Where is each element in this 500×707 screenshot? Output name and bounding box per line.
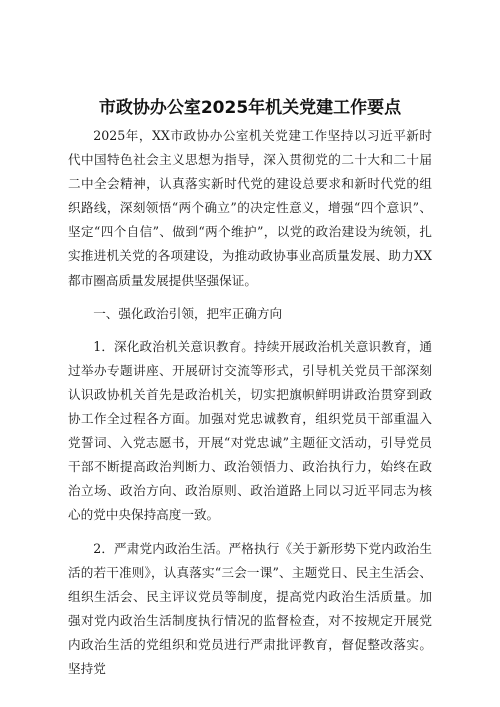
item-paragraph-2: 2．严肃党内政治生活。严格执行《关于新形势下党内政治生活的若干准则》，认真落实“三会一课”、主题党日、民主生活会、组织生活会、民主评议党员等制度，提高党内政治生活质量。加强对党内政治生活制度执行情况的监督检查，对不按规定开展党内政治生活的党组织和党员进行严肃批评教育，督促整改落实。坚持党 (68, 540, 432, 676)
item-paragraph-1: 1．深化政治机关意识教育。持续开展政治机关意识教育，通过举办专题讲座、开展研讨交流等形式，引导机关党员干部深刻认识政协机关首先是政治机关，切实把旗帜鲜明讲政治贯穿到政协工作全过程各方面。加强对党忠诚教育，组织党员干部重温入党誓词、入党志愿书，开展“对党忠诚”主题征文活动，引导党员干部不断提高政治判断力、政治领悟力、政治执行力，始终在政治立场、政治方向、政治原则、政治道路上同以习近平同志为核心的党中央保持高度一致。 (68, 338, 432, 523)
document-title: 市政协办公室2025年机关党建工作要点 (98, 98, 402, 118)
section-heading: 一、强化政治引领，把牢正确方向 (93, 305, 283, 321)
intro-paragraph: 2025年，XX市政协办公室机关党建工作坚持以习近平新时代中国特色社会主义思想为指导，深入贯彻党的二十大和二十届二中全会精神，认真落实新时代党的建设总要求和新时代党的组织路线，深刻领悟“两个确立”的决定性意义，增强“四个意识”、坚定“四个自信”、做到“两个维护”，以党的政治建设为统领，扎实推进机关党的各项建设，为推动政协事业高质量发展、助力XX都市圈高质量发展提供坚强保证。 (68, 128, 432, 288)
document-body (68, 124, 432, 681)
